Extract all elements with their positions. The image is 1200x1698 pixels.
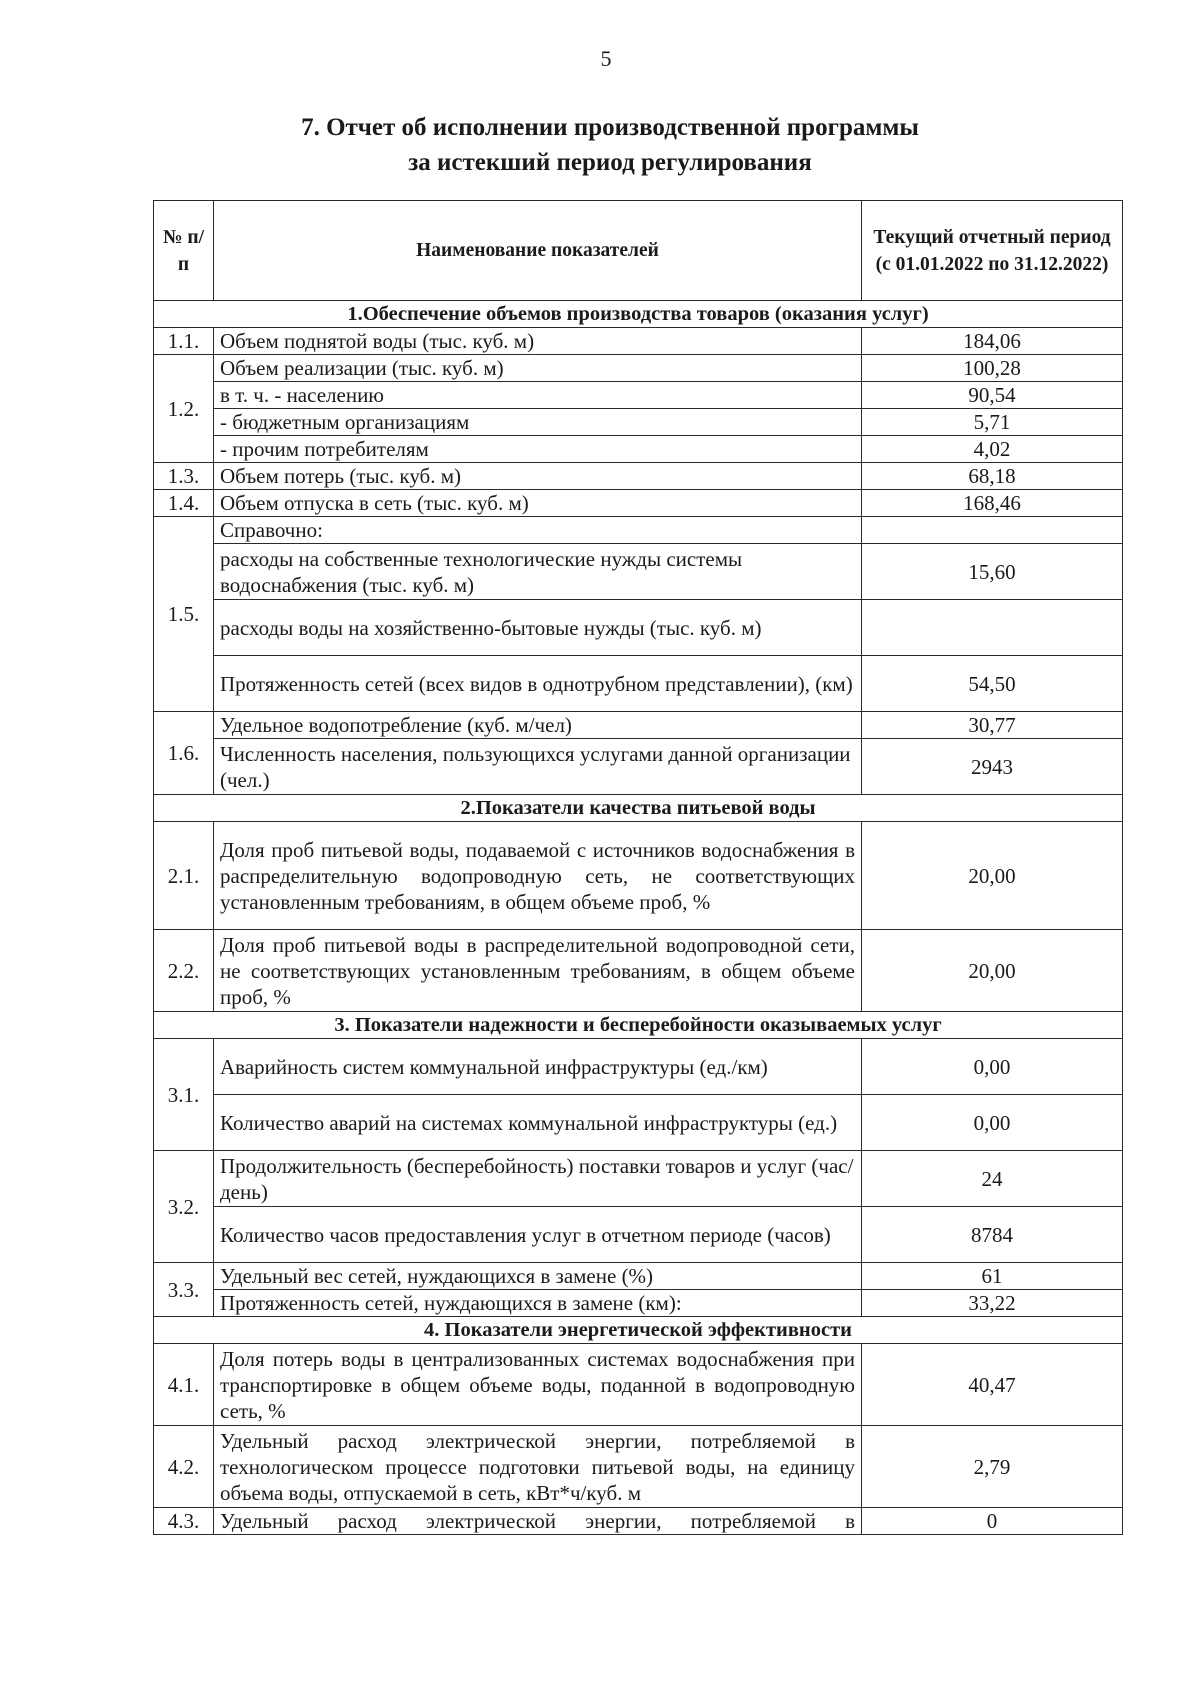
table-row [154,600,1123,656]
table-row [154,1207,1123,1263]
row-value: 61 [862,1263,1123,1290]
row-name: Доля потерь воды в централизованных системах водоснабжения при транспортировке в общем объеме воды, поданной в водопроводную сеть, % [214,1344,862,1426]
row-name: Справочно: [214,517,862,544]
row-num: 2.1. [154,822,214,930]
row-num: 4.1. [154,1344,214,1426]
header-value: Текущий отчетный период (с 01.01.2022 по 31.12.2022) [862,201,1123,301]
table-row [154,1344,1123,1426]
table-header-row [154,201,1123,301]
table-row [154,328,1123,355]
row-name: Количество часов предоставления услуг в отчетном периоде (часов) [214,1207,862,1263]
row-num: 3.2. [154,1151,214,1263]
row-value [862,517,1123,544]
row-num: 4.2. [154,1426,214,1508]
table-row [154,712,1123,739]
row-name: в т. ч. - населению [214,382,862,409]
row-name: - бюджетным организациям [214,409,862,436]
row-value: 168,46 [862,490,1123,517]
table-row [154,409,1123,436]
row-value: 2,79 [862,1426,1123,1508]
row-value: 0,00 [862,1095,1123,1151]
header-num: № п/п [154,201,214,301]
table-row [154,1039,1123,1095]
row-name: Протяженность сетей (всех видов в однотрубном представлении), (км) [214,656,862,712]
table-row [154,544,1123,600]
row-name: Доля проб питьевой воды, подаваемой с источников водоснабжения в распределительную водопроводную сеть, не соответствующих установленным требованиям, в общем объеме проб, % [214,822,862,930]
row-value: 20,00 [862,930,1123,1012]
row-num: 1.6. [154,712,214,795]
row-value: 4,02 [862,436,1123,463]
row-name: Объем реализации (тыс. куб. м) [214,355,862,382]
row-value: 15,60 [862,544,1123,600]
row-value: 184,06 [862,328,1123,355]
title-line-2: за истекший период регулирования [408,149,812,176]
row-value: 33,22 [862,1290,1123,1317]
row-name: Протяженность сетей, нуждающихся в замене (км): [214,1290,862,1317]
row-value: 30,77 [862,712,1123,739]
row-num: 3.3. [154,1263,214,1317]
section-title: 2.Показатели качества питьевой воды [154,795,1123,822]
row-num: 1.4. [154,490,214,517]
row-name: Объем отпуска в сеть (тыс. куб. м) [214,490,862,517]
table-row [154,822,1123,930]
section-row [154,795,1123,822]
row-value: 40,47 [862,1344,1123,1426]
row-value: 90,54 [862,382,1123,409]
table-row [154,382,1123,409]
row-value: 68,18 [862,463,1123,490]
row-name: Объем потерь (тыс. куб. м) [214,463,862,490]
row-value: 8784 [862,1207,1123,1263]
table-row [154,436,1123,463]
row-name: Аварийность систем коммунальной инфраструктуры (ед./км) [214,1039,862,1095]
row-value: 100,28 [862,355,1123,382]
row-name: - прочим потребителям [214,436,862,463]
row-num: 1.1. [154,328,214,355]
row-name: Объем поднятой воды (тыс. куб. м) [214,328,862,355]
table-row [154,463,1123,490]
row-value: 0,00 [862,1039,1123,1095]
table-row [154,930,1123,1012]
row-num: 2.2. [154,930,214,1012]
row-num: 1.2. [154,355,214,463]
row-value: 20,00 [862,822,1123,930]
header-name: Наименование показателей [214,201,862,301]
row-num: 3.1. [154,1039,214,1151]
row-num: 4.3. [154,1508,214,1535]
table-row [154,1095,1123,1151]
section-title: 3. Показатели надежности и бесперебойности оказываемых услуг [154,1012,1123,1039]
page-number: 5 [600,46,612,71]
table-row [154,490,1123,517]
table-row [154,517,1123,544]
row-value: 5,71 [862,409,1123,436]
report-title [0,110,1200,180]
row-name: расходы воды на хозяйственно-бытовые нужды (тыс. куб. м) [214,600,862,656]
table-row [154,739,1123,795]
table-row [154,1151,1123,1207]
row-name: Продолжительность (бесперебойность) поставки товаров и услуг (час/день) [214,1151,862,1207]
table-row [154,1290,1123,1317]
row-value [862,600,1123,656]
section-row [154,301,1123,328]
table-row [154,1426,1123,1508]
row-value: 24 [862,1151,1123,1207]
row-value: 2943 [862,739,1123,795]
section-title: 4. Показатели энергетической эффективности [154,1317,1123,1344]
table-row [154,656,1123,712]
row-num: 1.3. [154,463,214,490]
table-row [154,355,1123,382]
section-title: 1.Обеспечение объемов производства товаров (оказания услуг) [154,301,1123,328]
row-name: расходы на собственные технологические нужды системы водоснабжения (тыс. куб. м) [214,544,862,600]
title-line-1: 7. Отчет об исполнении производственной программы [301,114,919,141]
row-name: Удельное водопотребление (куб. м/чел) [214,712,862,739]
section-row [154,1317,1123,1344]
row-name: Удельный вес сетей, нуждающихся в замене (%) [214,1263,862,1290]
row-num: 1.5. [154,517,214,712]
row-value: 0 [862,1508,1123,1535]
table-row [154,1508,1123,1535]
row-value: 54,50 [862,656,1123,712]
section-row [154,1012,1123,1039]
row-name: Доля проб питьевой воды в распределительной водопроводной сети, не соответствующих установленным требованиям, в общем объеме проб, % [214,930,862,1012]
table-row [154,1263,1123,1290]
row-name: Удельный расход электрической энергии, потребляемой в технологическом процессе подготовки питьевой воды, на единицу объема воды, отпускаемой в сеть, кВт*ч/куб. м [214,1426,862,1508]
row-name: Численность населения, пользующихся услугами данной организации (чел.) [214,739,862,795]
production-program-report-table [153,200,1123,1535]
row-name: Удельный расход электрической энергии, потребляемой в [214,1508,862,1535]
row-name: Количество аварий на системах коммунальной инфраструктуры (ед.) [214,1095,862,1151]
